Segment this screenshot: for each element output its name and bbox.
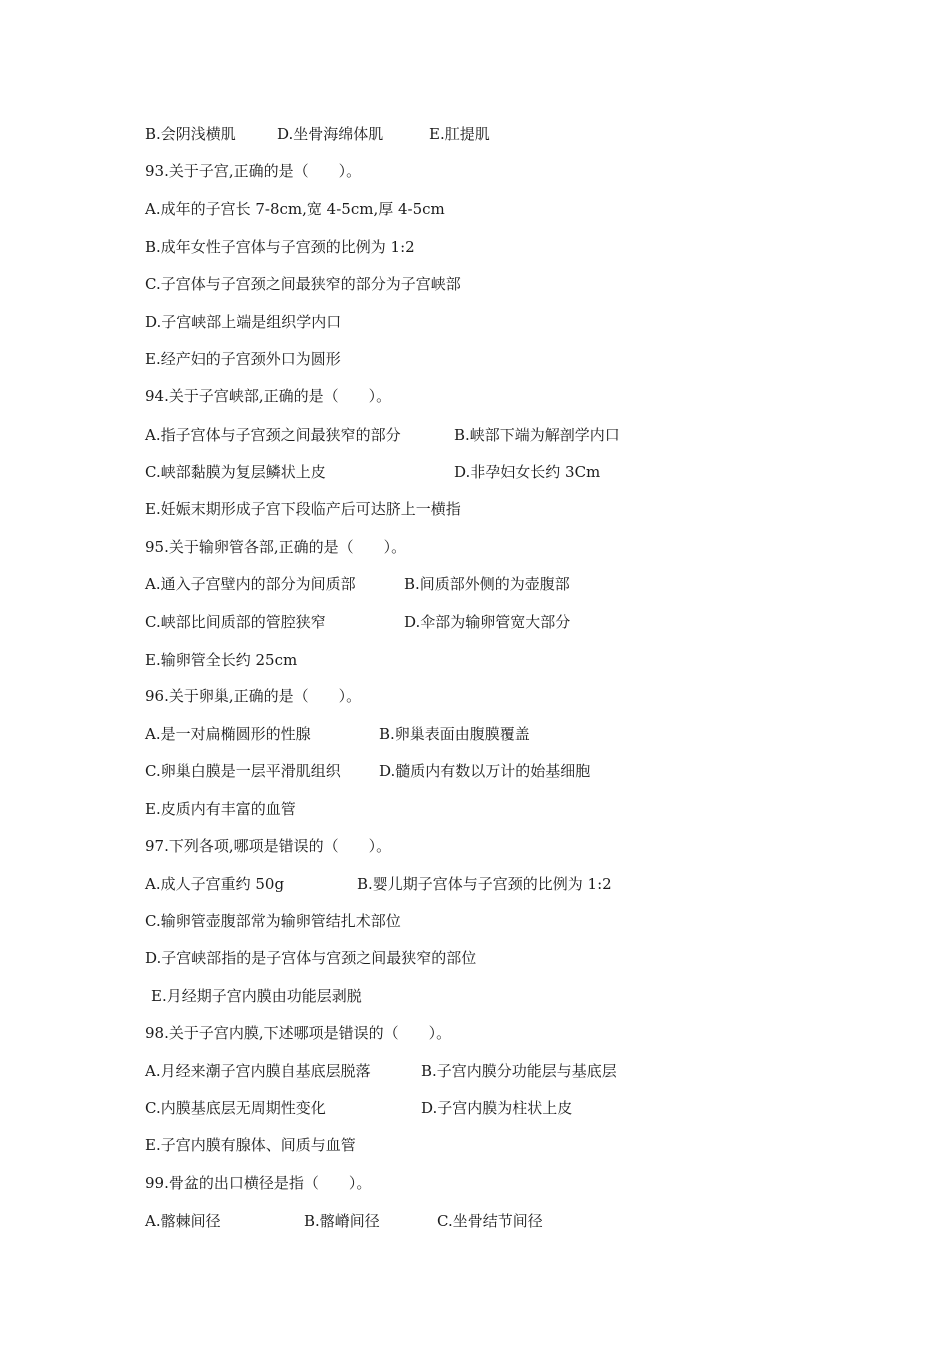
option-a: A.成年的子宫长 7-8cm,宽 4-5cm,厚 4-5cm [145, 200, 445, 218]
option-d: D.坐骨海绵体肌 [277, 125, 384, 143]
option-b: B.婴儿期子宫体与子宫颈的比例为 1:2 [357, 875, 612, 893]
option-e: E.经产妇的子宫颈外口为圆形 [145, 350, 341, 368]
option-c: C.子宫体与子宫颈之间最狭窄的部分为子宫峡部 [145, 275, 461, 293]
question-text: 96.关于卵巢,正确的是（ ）。 [145, 687, 362, 705]
option-d: D.非孕妇女长约 3Cm [454, 463, 601, 481]
option-b: B.子宫内膜分功能层与基底层 [421, 1062, 617, 1080]
option-b: B.成年女性子宫体与子宫颈的比例为 1:2 [145, 238, 415, 256]
question-text: 94.关于子宫峡部,正确的是（ ）。 [145, 387, 392, 405]
option-d: D.子宫内膜为柱状上皮 [421, 1099, 573, 1117]
option-b: B.卵巢表面由腹膜覆盖 [379, 725, 530, 743]
option-a: A.髂棘间径 [145, 1212, 221, 1230]
question-text: 97.下列各项,哪项是错误的（ ）。 [145, 837, 392, 855]
option-a: A.是一对扁椭圆形的性腺 [145, 725, 311, 743]
question-text: 93.关于子宫,正确的是（ ）。 [145, 162, 362, 180]
option-e: E.肛提肌 [429, 125, 490, 143]
question-text: 98.关于子宫内膜,下述哪项是错误的（ ）。 [145, 1024, 452, 1042]
option-c: C.坐骨结节间径 [437, 1212, 543, 1230]
option-a: A.成人子宫重约 50g [145, 875, 285, 893]
option-c: C.卵巢白膜是一层平滑肌组织 [145, 762, 341, 780]
option-d: D.子宫峡部指的是子宫体与宫颈之间最狭窄的部位 [145, 949, 477, 967]
option-b: B.会阴浅横肌 [145, 125, 236, 143]
option-e: E.妊娠末期形成子宫下段临产后可达脐上一横指 [145, 500, 461, 518]
option-e: E.月经期子宫内膜由功能层剥脱 [151, 987, 362, 1005]
option-a: A.指子宫体与子宫颈之间最狭窄的部分 [145, 426, 401, 444]
option-c: C.峡部比间质部的管腔狭窄 [145, 613, 326, 631]
option-c: C.内膜基底层无周期性变化 [145, 1099, 326, 1117]
option-b: B.峡部下端为解剖学内口 [454, 426, 620, 444]
option-b: B.髂嵴间径 [304, 1212, 380, 1230]
option-d: D.子宫峡部上端是组织学内口 [145, 313, 342, 331]
option-c: C.输卵管壶腹部常为输卵管结扎术部位 [145, 912, 401, 930]
question-text: 95.关于输卵管各部,正确的是（ ）。 [145, 538, 407, 556]
option-e: E.输卵管全长约 25cm [145, 651, 298, 669]
option-b: B.间质部外侧的为壶腹部 [404, 575, 570, 593]
option-d: D.髓质内有数以万计的始基细胞 [379, 762, 591, 780]
option-a: A.通入子宫壁内的部分为间质部 [145, 575, 356, 593]
option-e: E.子宫内膜有腺体、间质与血管 [145, 1136, 356, 1154]
option-e: E.皮质内有丰富的血管 [145, 800, 296, 818]
option-d: D.伞部为输卵管宽大部分 [404, 613, 571, 631]
option-c: C.峡部黏膜为复层鳞状上皮 [145, 463, 326, 481]
option-a: A.月经来潮子宫内膜自基底层脱落 [145, 1062, 371, 1080]
question-text: 99.骨盆的出口横径是指（ ）。 [145, 1174, 372, 1192]
